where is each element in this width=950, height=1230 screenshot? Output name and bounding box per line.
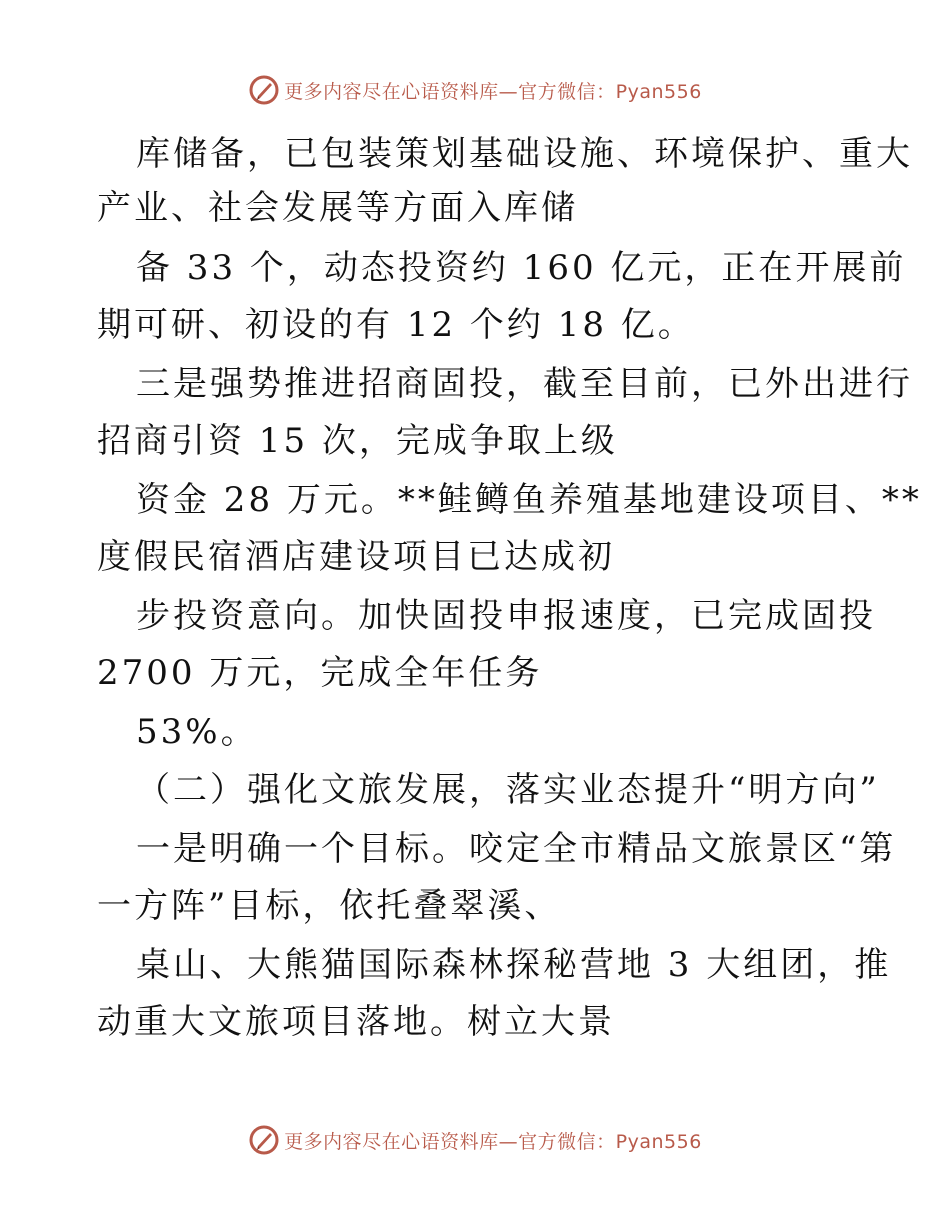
pen-in-circle-logo-icon [248,1124,280,1156]
header-banner-text: 更多内容尽在心语资料库—官方微信：Pyan556 [284,80,702,103]
footer-banner [0,1120,950,1160]
pen-in-circle-logo-icon [248,74,280,106]
paragraph-line: 备 33 个，动态投资约 160 亿元，正在开展前 [136,248,907,288]
paragraph-line: 桌山、大熊猫国际森林探秘营地 3 大组团，推 [136,945,892,985]
paragraph-line: 步投资意向。加快固投申报速度，已完成固投 [136,596,876,636]
paragraph-line: 一方阵”目标，依托叠翠溪、 [97,886,562,926]
paragraph-line: 动重大文旅项目落地。树立大景 [97,1002,615,1042]
paragraph-line: 2700 万元，完成全年任务 [97,653,543,693]
paragraph-line: 招商引资 15 次，完成争取上级 [97,421,618,461]
paragraph-line: 三是强势推进招商固投，截至目前，已外出进行 [136,364,913,404]
section-heading: （二）强化文旅发展，落实业态提升“明方向” [136,770,880,810]
paragraph-line: 资金 28 万元。**鲑鳟鱼养殖基地建设项目、** [136,480,922,520]
header-banner [0,70,950,110]
paragraph-line: 期可研、初设的有 12 个约 18 亿。 [97,305,695,345]
paragraph-line: 53%。 [136,712,258,752]
paragraph-line: 产业、社会发展等方面入库储 [97,188,578,228]
paragraph-line: 一是明确一个目标。咬定全市精品文旅景区“第 [136,829,897,869]
footer-banner-text: 更多内容尽在心语资料库—官方微信：Pyan556 [284,1130,702,1153]
paragraph-line: 度假民宿酒店建设项目已达成初 [97,537,615,577]
paragraph-line: 库储备，已包装策划基础设施、环境保护、重大 [136,134,913,174]
